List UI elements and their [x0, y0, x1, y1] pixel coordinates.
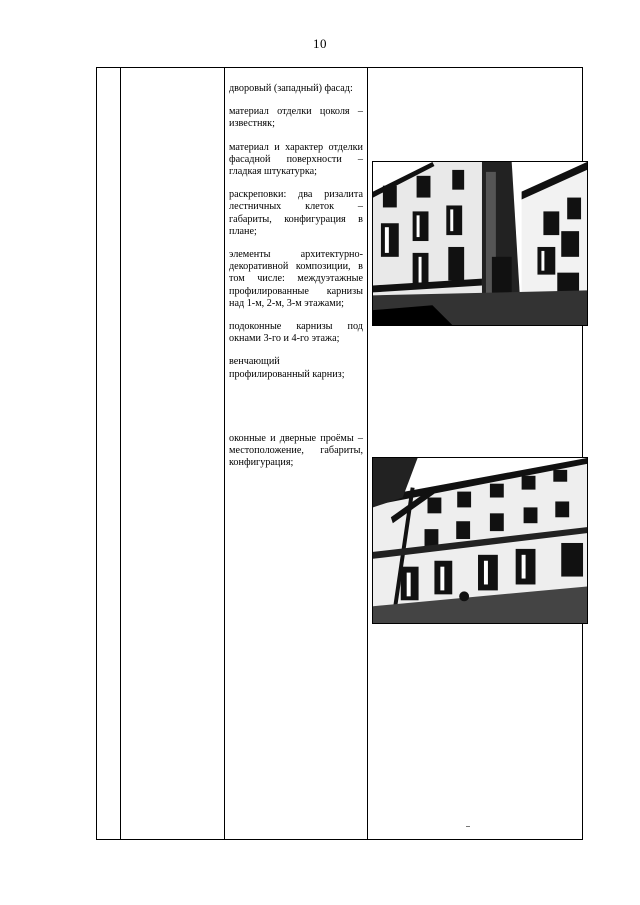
- window-door-openings: оконные и дверные проёмы – местоположение, габариты, конфигурация;: [229, 432, 363, 469]
- facade-description-cell: [229, 83, 363, 480]
- column-divider: [367, 68, 368, 839]
- decor-elements: элементы архитектурно-декоративной композиции, в том числе: междуэтажные профилированные карнизы над 1-м, 2-м, 3-м этажами;: [229, 249, 363, 309]
- crowning-cornice: венчающий профилированный карниз;: [229, 356, 345, 380]
- projections: раскреповки: два ризалита лестничных клеток – габариты, конфигурация в плане;: [229, 189, 363, 237]
- scan-artifact: [466, 826, 470, 827]
- column-divider: [120, 68, 121, 839]
- facade-heading: дворовый (западный) фасад:: [229, 83, 353, 94]
- facade-photo-1: [372, 161, 588, 326]
- facade-photo-2-image: [373, 458, 587, 623]
- sill-cornices: подоконные карнизы под окнами 3-го и 4-го этажа;: [229, 321, 363, 345]
- plinth-material: материал отделки цоколя – известняк;: [229, 106, 363, 130]
- surface-finish: материал и характер отделки фасадной поверхности – гладкая штукатурка;: [229, 141, 363, 178]
- facade-photo-2: [372, 457, 588, 624]
- page-number: 10: [313, 36, 327, 51]
- facade-photo-1-image: [373, 162, 587, 325]
- column-divider: [224, 68, 225, 839]
